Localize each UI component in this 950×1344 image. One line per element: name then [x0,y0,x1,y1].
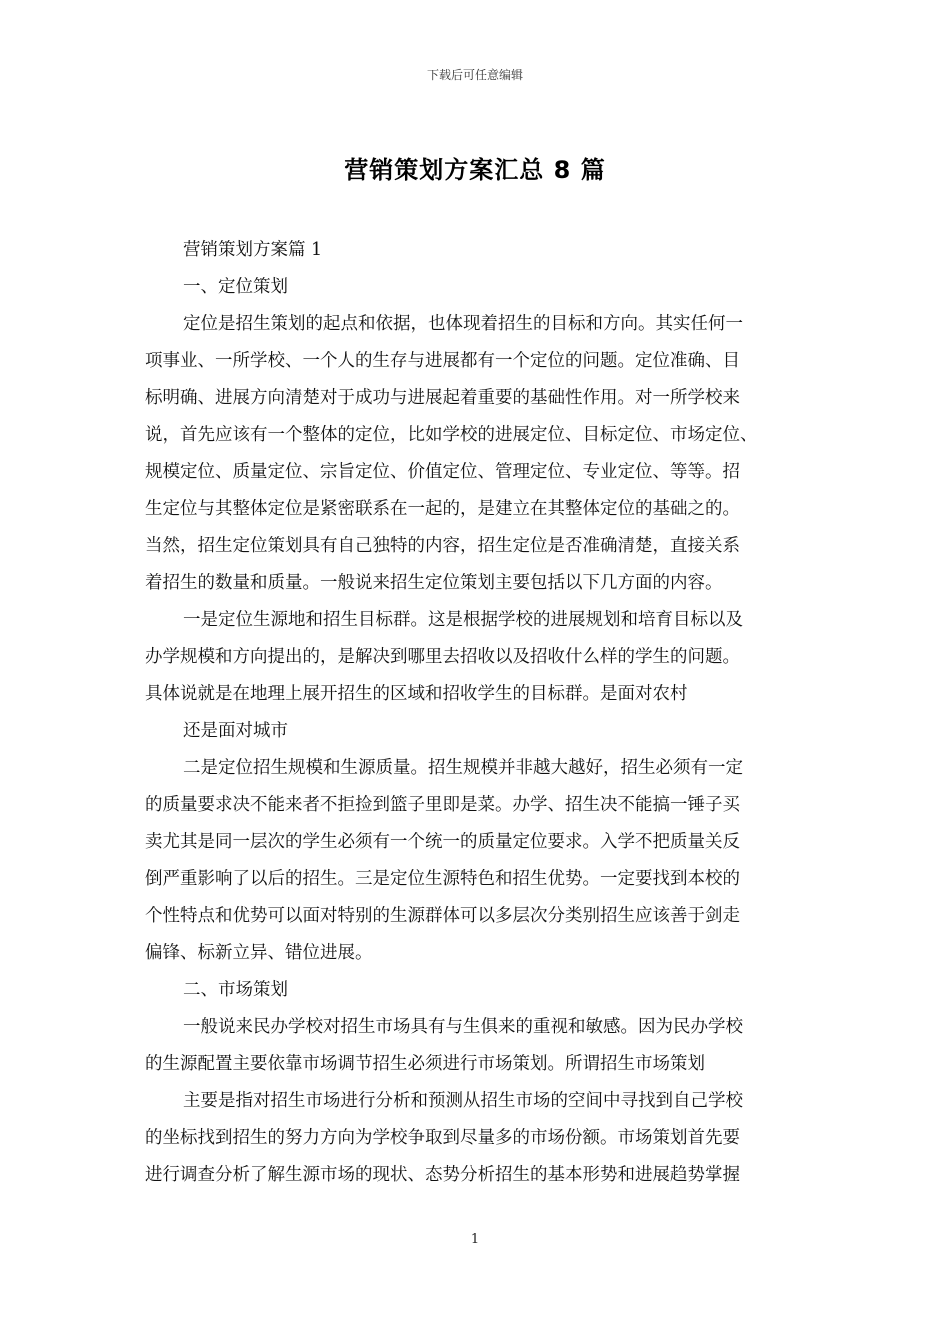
text-line: 个性特点和优势可以面对特别的生源群体可以多层次分类别招生应该善于剑走 [145,906,740,926]
text-line: 标明确、进展方向清楚对于成功与进展起着重要的基础性作用。对一所学校来 [145,388,740,408]
text-line: 一般说来民办学校对招生市场具有与生俱来的重视和敏感。因为民办学校 [183,1017,743,1037]
text-line: 二是定位招生规模和生源质量。招生规模并非越大越好，招生必须有一定 [183,758,743,778]
text-line: 偏锋、标新立异、错位进展。 [145,943,373,963]
text-line: 的生源配置主要依靠市场调节招生必须进行市场策划。所谓招生市场策划 [145,1054,705,1074]
text-line: 一是定位生源地和招生目标群。这是根据学校的进展规划和培育目标以及 [183,610,743,630]
text-line: 还是面对城市 [183,721,288,741]
text-line: 办学规模和方向提出的，是解决到哪里去招收以及招收什么样的学生的问题。 [145,647,740,667]
text-line: 的质量要求决不能来者不拒捡到篮子里即是菜。办学、招生决不能搞一锤子买 [145,795,740,815]
text-line: 具体说就是在地理上展开招生的区域和招收学生的目标群。是面对农村 [145,684,688,704]
text-line: 生定位与其整体定位是紧密联系在一起的，是建立在其整体定位的基础之的。 [145,499,740,519]
text-line: 项事业、一所学校、一个人的生存与进展都有一个定位的问题。定位准确、目 [145,351,740,371]
text-line: 二、市场策划 [183,980,288,1000]
text-line: 卖尤其是同一层次的学生必须有一个统一的质量定位要求。入学不把质量关反 [145,832,740,852]
text-line: 定位是招生策划的起点和依据，也体现着招生的目标和方向。其实任何一 [183,314,743,334]
text-line: 营销策划方案篇 1 [183,240,323,260]
text-line: 进行调查分析了解生源市场的现状、态势分析招生的基本形势和进展趋势掌握 [145,1165,740,1185]
text-line: 规模定位、质量定位、宗旨定位、价值定位、管理定位、专业定位、等等。招 [145,462,740,482]
document-title: 营销策划方案汇总 8 篇 [344,156,606,184]
text-line: 的坐标找到招生的努力方向为学校争取到尽量多的市场份额。市场策划首先要 [145,1128,740,1148]
text-line: 倒严重影响了以后的招生。三是定位生源特色和招生优势。一定要找到本校的 [145,869,740,889]
document-body [145,232,813,1194]
text-line: 着招生的数量和质量。一般说来招生定位策划主要包括以下几方面的内容。 [145,573,723,593]
page-header-note: 下载后可任意编辑 [426,68,523,82]
text-line: 一、定位策划 [183,277,288,297]
text-line: 当然，招生定位策划具有自己独特的内容，招生定位是否准确清楚，直接关系 [145,536,740,556]
text-line: 主要是指对招生市场进行分析和预测从招生市场的空间中寻找到自己学校 [183,1091,743,1111]
page-number: 1 [470,1232,480,1247]
text-line: 说，首先应该有一个整体的定位，比如学校的进展定位、目标定位、市场定位、 [145,425,758,445]
